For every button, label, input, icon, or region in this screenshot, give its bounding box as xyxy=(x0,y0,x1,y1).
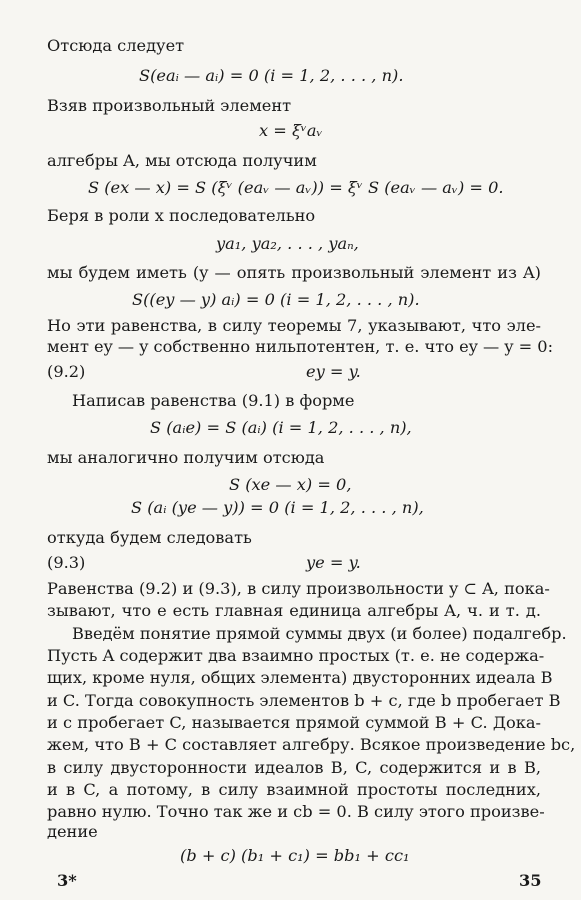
formula: S(eaᵢ — aᵢ) = 0 (i = 1, 2, . . . , n). xyxy=(139,66,404,85)
text-line: мы аналогично получим отсюда xyxy=(47,448,325,467)
text-line: Взяв произвольный элемент xyxy=(47,96,292,115)
text-line: алгебры A, мы отсюда получим xyxy=(47,151,317,170)
text-line: дение xyxy=(47,822,98,841)
formula: S (xe — x) = 0, xyxy=(229,475,352,494)
formula: S (aᵢ (ye — y)) = 0 (i = 1, 2, . . . , n), xyxy=(131,498,424,517)
text-line: Но эти равенства, в силу теоремы 7, указывают, что эле- xyxy=(47,316,541,335)
signature-mark: 3* xyxy=(57,871,77,890)
text-line: зывают, что e есть главная единица алгебры A, ч. и т. д. xyxy=(47,601,541,620)
text-line: и в C, а потому, в силу взаимной простоты последних, xyxy=(47,780,541,799)
equation-number: (9.2) xyxy=(47,362,86,381)
text-line: жем, что B + C составляет алгебру. Всякое произведение bc, xyxy=(47,735,576,754)
formula: ye = y. xyxy=(306,553,361,572)
equation-number: (9.3) xyxy=(47,553,86,572)
text-line: Отсюда следует xyxy=(47,36,185,55)
text-line: Написав равенства (9.1) в форме xyxy=(72,391,355,410)
formula: ya₁, ya₂, . . . , yaₙ, xyxy=(216,234,359,253)
text-line: Равенства (9.2) и (9.3), в силу произвольности y ⊂ A, пока- xyxy=(47,579,550,598)
text-line: в силу двусторонности идеалов B, C, содержится и в B, xyxy=(47,758,541,777)
formula: x = ξᵛaᵥ xyxy=(259,121,323,140)
text-line: мы будем иметь (y — опять произвольный элемент из A) xyxy=(47,263,541,282)
text-line: Беря в роли x последовательно xyxy=(47,206,316,225)
formula: ey = y. xyxy=(306,362,361,381)
formula: S (ex — x) = S (ξᵛ (eaᵥ — aᵥ)) = ξᵛ S (eaᵥ — aᵥ) = 0. xyxy=(88,178,504,197)
text-line: откуда будем следовать xyxy=(47,528,252,547)
formula: S (aᵢe) = S (aᵢ) (i = 1, 2, . . . , n), xyxy=(150,418,412,437)
text-line: мент ey — y собственно нильпотентен, т. е. что ey — y = 0: xyxy=(47,337,554,356)
text-line: Введём понятие прямой суммы двух (и более) подалгебр. xyxy=(72,624,567,643)
text-line: и C. Тогда совокупность элементов b + c, где b пробегает B xyxy=(47,691,561,710)
formula: S((ey — y) aᵢ) = 0 (i = 1, 2, . . . , n). xyxy=(132,290,420,309)
text-line: и c пробегает C, называется прямой суммой B + C. Дока- xyxy=(47,713,541,732)
formula: (b + c) (b₁ + c₁) = bb₁ + cc₁ xyxy=(180,846,410,865)
text-line: равно нулю. Точно так же и cb = 0. В силу этого произве- xyxy=(47,802,545,821)
text-line: Пусть A содержит два взаимно простых (т. е. не содержа- xyxy=(47,646,545,665)
page-number: 35 xyxy=(519,871,542,890)
text-line: щих, кроме нуля, общих элемента) двусторонних идеала B xyxy=(47,668,553,687)
